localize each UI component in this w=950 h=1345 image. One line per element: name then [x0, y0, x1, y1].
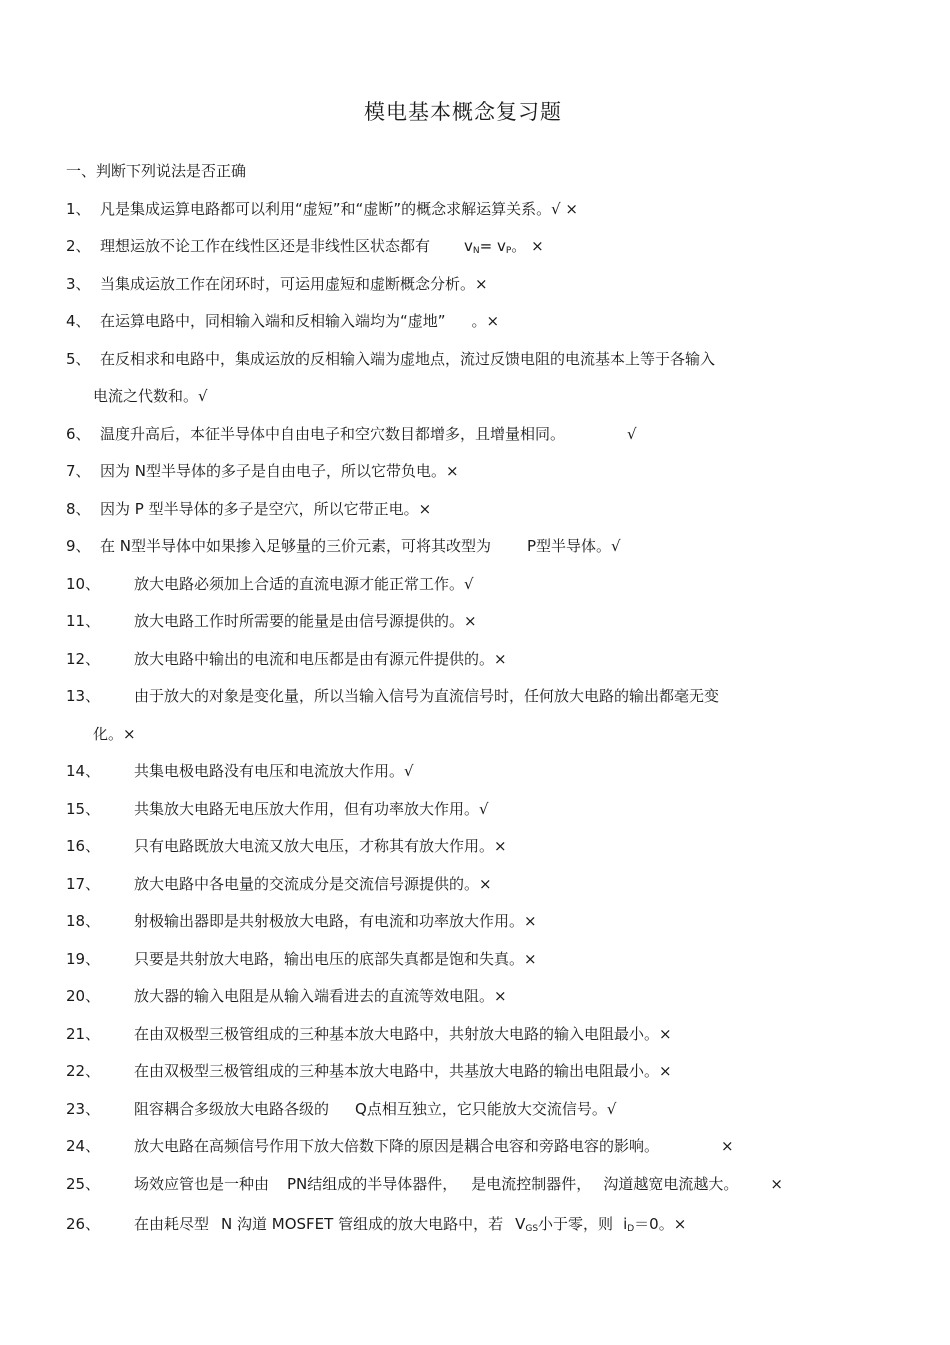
question-text: 放大电路必须加上合适的直流电源才能正常工作。√	[134, 575, 474, 593]
page-title: 模电基本概念复习题	[364, 100, 562, 124]
question-item	[66, 611, 477, 631]
question-text-tail: Q点相互独立，它只能放大交流信号。√	[355, 1100, 617, 1118]
question-text: 在 N型半导体中如果掺入足够量的三价元素，可将其改型为	[100, 537, 491, 555]
question-number: 23、	[66, 1100, 101, 1118]
question-number: 25、	[66, 1175, 101, 1193]
question-text: 在由耗尽型	[134, 1215, 210, 1233]
question-text-tail: P型半导体。√	[527, 537, 621, 555]
question-continuation: 化。×	[93, 725, 136, 743]
question-text: 放大电路中各电量的交流成分是交流信号源提供的。×	[134, 875, 492, 893]
question-item	[66, 274, 488, 294]
question-number: 4、	[66, 312, 91, 330]
question-item	[66, 499, 431, 519]
question-number: 20、	[66, 987, 101, 1005]
question-item	[66, 536, 621, 556]
question-item	[66, 761, 414, 781]
question-number: 2、	[66, 237, 91, 255]
question-text: 放大器的输入电阻是从输入端看进去的直流等效电阻。×	[134, 987, 507, 1005]
formula-vn: $v_N= v_P$	[464, 237, 512, 256]
question-item	[66, 874, 492, 894]
question-item	[66, 986, 507, 1006]
question-item	[66, 1214, 686, 1239]
question-text: 在由双极型三极管组成的三种基本放大电路中，共基放大电路的输出电阻最小。×	[134, 1062, 672, 1080]
question-text: 放大电路在高频信号作用下放大倍数下降的原因是耦合电容和旁路电容的影响。	[134, 1137, 660, 1155]
question-text: 共集放大电路无电压放大作用，但有功率放大作用。√	[134, 800, 489, 818]
question-number: 21、	[66, 1025, 101, 1043]
question-text: 理想运放不论工作在线性区还是非线性区状态都有	[100, 237, 431, 255]
question-number: 17、	[66, 875, 101, 893]
question-item	[66, 1136, 734, 1156]
formula-id: $i_D$	[623, 1215, 635, 1234]
question-number: 15、	[66, 800, 101, 818]
question-item	[66, 236, 544, 261]
question-item	[66, 799, 489, 819]
question-text-part: 沟道越宽电流越大。	[603, 1175, 739, 1193]
question-number: 5、	[66, 350, 91, 368]
question-mark: 。 ×	[511, 237, 544, 255]
question-number: 13、	[66, 687, 101, 705]
question-number: 24、	[66, 1137, 101, 1155]
question-mark: ×	[721, 1137, 734, 1155]
question-item	[66, 949, 537, 969]
question-text-part: 是电流控制器件，	[471, 1175, 592, 1193]
question-item	[66, 199, 578, 219]
question-item	[66, 574, 474, 594]
question-text: 在由双极型三极管组成的三种基本放大电路中，共射放大电路的输入电阻最小。×	[134, 1025, 672, 1043]
section-heading: 一、判断下列说法是否正确	[66, 162, 247, 180]
question-number: 6、	[66, 425, 91, 443]
question-mark: ×	[770, 1175, 783, 1193]
question-mark: √	[627, 425, 637, 443]
question-item	[66, 911, 537, 931]
question-item	[66, 349, 715, 369]
question-text: 只有电路既放大电流又放大电压，才称其有放大作用。×	[134, 837, 507, 855]
question-number: 9、	[66, 537, 91, 555]
question-number: 3、	[66, 275, 91, 293]
question-text: 场效应管也是一种由	[134, 1175, 270, 1193]
question-number: 26、	[66, 1215, 101, 1233]
question-number: 18、	[66, 912, 101, 930]
question-text: 只要是共射放大电路，输出电压的底部失真都是饱和失真。×	[134, 950, 537, 968]
question-text: 在运算电路中，同相输入端和反相输入端均为“虚地”	[100, 312, 446, 330]
question-text: 放大电路中输出的电流和电压都是由有源元件提供的。×	[134, 650, 507, 668]
question-text-part: PN结组成的半导体器件，	[287, 1175, 458, 1193]
question-number: 7、	[66, 462, 91, 480]
question-item	[66, 686, 719, 706]
question-number: 16、	[66, 837, 101, 855]
question-text: 因为 N型半导体的多子是自由电子，所以它带负电。×	[100, 462, 459, 480]
question-text: 凡是集成运算电路都可以利用“虚短”和“虚断”的概念求解运算关系。√ ×	[100, 200, 578, 218]
question-mark: 。×	[471, 312, 500, 330]
question-number: 8、	[66, 500, 91, 518]
question-number: 14、	[66, 762, 101, 780]
question-item	[66, 1174, 783, 1194]
question-item	[66, 1024, 672, 1044]
question-text: 射极输出器即是共射极放大电路，有电流和功率放大作用。×	[134, 912, 537, 930]
question-text-part: ＝0。×	[634, 1215, 687, 1233]
question-item	[66, 649, 507, 669]
question-number: 22、	[66, 1062, 101, 1080]
question-text: 在反相求和电路中，集成运放的反相输入端为虚地点，流过反馈电阻的电流基本上等于各输入	[100, 350, 716, 368]
question-number: 19、	[66, 950, 101, 968]
question-number: 1、	[66, 200, 91, 218]
question-item	[66, 1061, 672, 1081]
question-item	[66, 424, 637, 444]
formula-vgs: $V_{GS}$	[515, 1215, 539, 1234]
question-item	[66, 461, 459, 481]
question-text: 当集成运放工作在闭环时，可运用虚短和虚断概念分析。×	[100, 275, 488, 293]
question-text: 由于放大的对象是变化量，所以当输入信号为直流信号时，任何放大电路的输出都毫无变	[134, 687, 720, 705]
question-text: 温度升高后，本征半导体中自由电子和空穴数目都增多，且增量相同。	[100, 425, 566, 443]
question-number: 10、	[66, 575, 101, 593]
question-text: 阻容耦合多级放大电路各级的	[134, 1100, 330, 1118]
question-text: 因为 P 型半导体的多子是空穴，所以它带正电。×	[100, 500, 432, 518]
question-text: 放大电路工作时所需要的能量是由信号源提供的。×	[134, 612, 477, 630]
question-text-part: 小于零，则	[538, 1215, 614, 1233]
question-continuation: 电流之代数和。√	[93, 387, 208, 405]
question-number: 12、	[66, 650, 101, 668]
question-text: 共集电极电路没有电压和电流放大作用。√	[134, 762, 414, 780]
question-item	[66, 311, 499, 331]
question-item	[66, 836, 507, 856]
question-item	[66, 1099, 616, 1119]
question-number: 11、	[66, 612, 101, 630]
question-text-part: N 沟道 MOSFET 管组成的放大电路中，若	[221, 1215, 504, 1233]
